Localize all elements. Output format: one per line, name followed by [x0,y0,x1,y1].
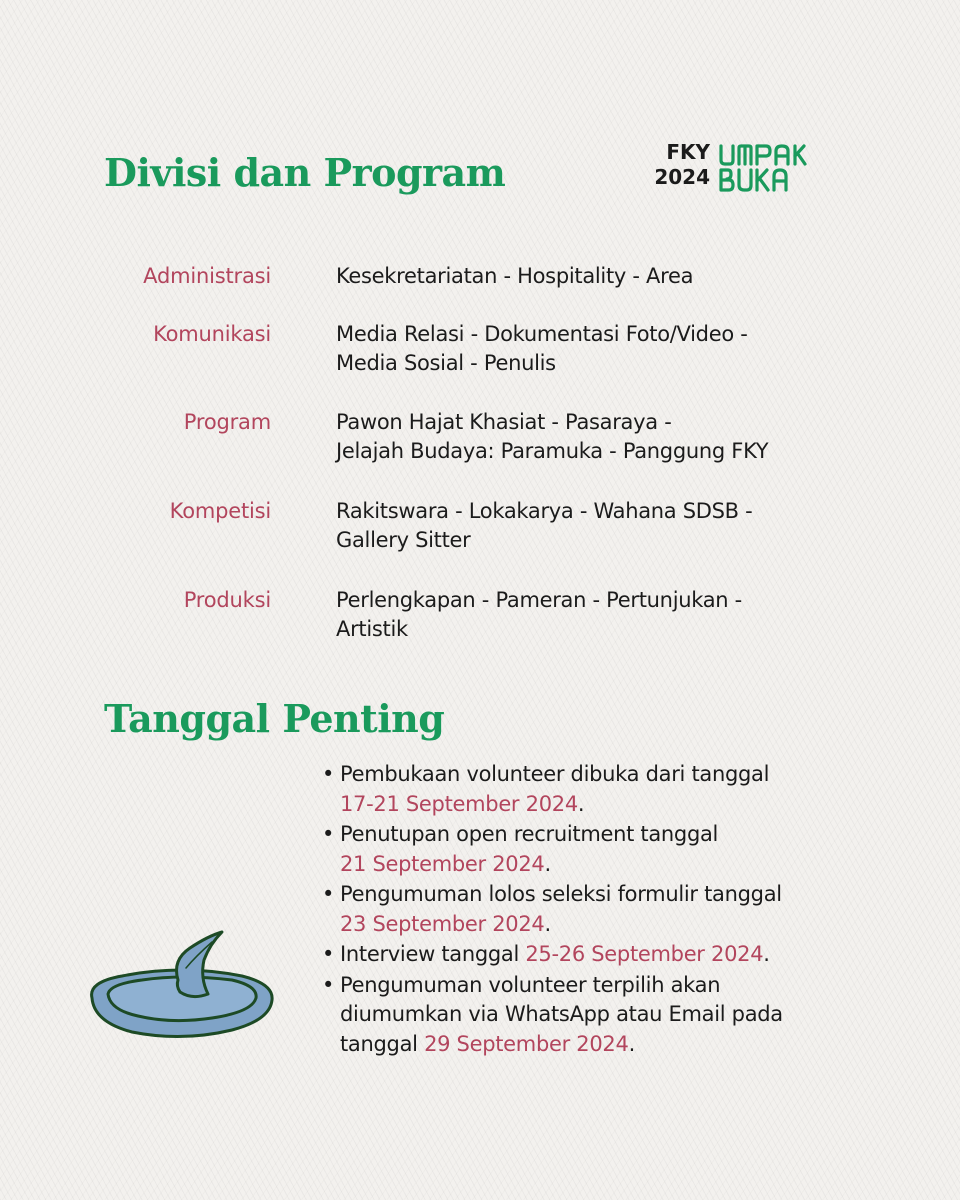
date-text: Penutupan open recruitment tanggal [340,822,719,846]
division-programs-line: Perlengkapan - Pameran - Pertunjukan - [336,588,742,612]
date-end: . [544,911,551,936]
division-programs-line: Pawon Hajat Khasiat - Pasaraya - [336,410,672,434]
date-end: . [763,942,770,966]
umpak-buka-wordmark-icon [718,142,842,194]
mortar-and-pestle-icon [82,920,282,1070]
date-value: 25-26 September 2024 [525,942,764,966]
bullet-icon: • [322,822,335,846]
division-programs-line: Rakitswara - Lokakarya - Wahana SDSB - [336,499,753,523]
bullet-icon: • [322,882,335,906]
fky-logo [652,140,842,200]
date-value: 21 September 2024 [340,851,545,876]
date-text: Pembukaan volunteer dibuka dari tanggal [340,762,770,786]
division-label: Administrasi [143,264,271,288]
date-value: 17-21 September 2024 [340,791,578,816]
date-line [340,910,862,940]
logo-line-1: FKY [666,140,710,164]
bullet-icon: • [322,942,335,966]
bullet-icon: • [322,762,335,786]
division-label: Produksi [183,588,271,612]
division-label: Kompetisi [169,499,271,523]
division-programs [336,408,846,466]
date-text: Interview tanggal [340,942,526,966]
bullet-icon: • [322,972,335,997]
division-programs-line: Gallery Sitter [336,528,471,552]
list-item [322,971,862,1060]
list-item [322,760,862,819]
list-item [322,880,862,939]
division-programs-line: Media Sosial - Penulis [336,351,556,375]
section-title-important-dates: Tanggal Penting [104,696,445,741]
date-text: diumumkan via WhatsApp atau Email pada [340,1002,783,1026]
date-value: 29 September 2024 [424,1031,629,1056]
division-label: Komunikasi [153,322,271,346]
logo-fky-text [652,140,710,190]
division-programs [336,262,846,291]
important-dates-list [322,760,862,1060]
division-programs [336,497,846,555]
division-programs [336,586,846,644]
division-programs-line: Media Relasi - Dokumentasi Foto/Video - [336,322,748,346]
date-line [340,790,862,820]
date-text: Pengumuman volunteer terpilih akan [340,972,721,997]
page-title: Divisi dan Program [104,150,506,195]
date-value: 23 September 2024 [340,911,545,936]
list-item [322,820,862,879]
date-line [340,1030,862,1060]
date-text: tanggal [340,1031,425,1056]
date-end: . [628,1031,635,1056]
logo-line-2: 2024 [654,165,710,189]
division-programs-line: Jelajah Budaya: Paramuka - Panggung FKY [336,439,769,463]
date-text: Pengumuman lolos seleksi formulir tanggal [340,882,782,906]
list-item [322,940,862,970]
division-label: Program [183,410,271,434]
date-line [340,850,862,880]
division-programs-line: Artistik [336,617,408,641]
division-programs-line: Kesekretariatan - Hospitality - Area [336,264,694,288]
date-line [340,940,862,970]
date-end: . [577,791,585,816]
division-programs [336,320,846,378]
date-end: . [544,851,551,876]
